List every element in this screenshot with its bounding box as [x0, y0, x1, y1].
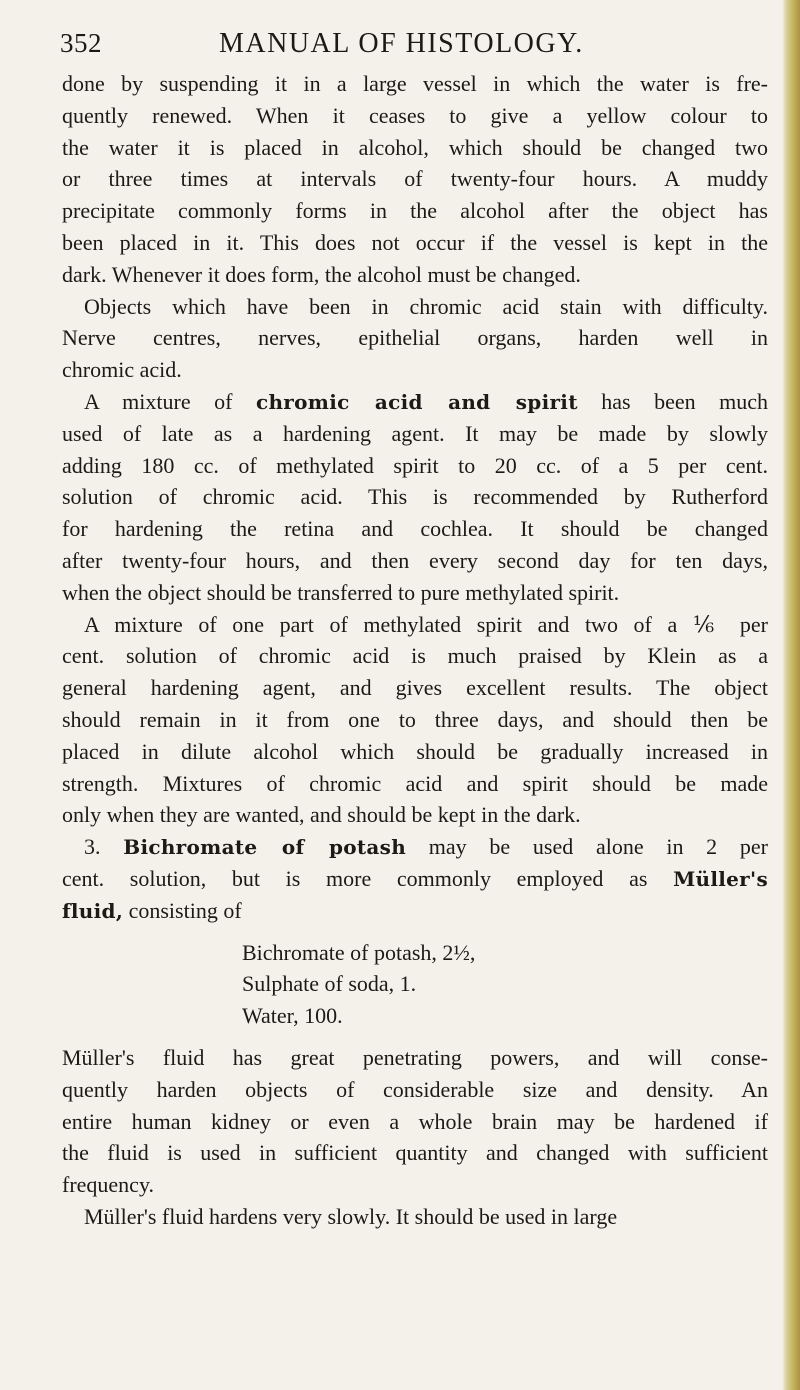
text-line: only when they are wanted, and should be kept in the dark.	[62, 802, 581, 828]
text-line: entire human kidney or even a whole brain may be hardened if	[62, 1108, 768, 1134]
text-line: been placed in it. This does not occur if the vessel is kept in the	[62, 229, 768, 255]
text-line: dark. Whenever it does form, the alcohol must be changed.	[62, 261, 581, 287]
bold-term: Müller's	[673, 866, 768, 891]
page-header	[60, 20, 750, 60]
body-text	[62, 68, 768, 1233]
text-line-with-bold	[62, 895, 768, 927]
bold-term: chromic acid and spirit	[255, 389, 578, 414]
text-run: cent. solution, but is more commonly employed as	[62, 865, 674, 891]
spacer	[62, 927, 768, 937]
text-run: consisting of	[123, 897, 242, 923]
text-line: or three times at intervals of twenty-four hours. A muddy	[62, 166, 768, 192]
text-line: Müller's fluid hardens very slowly. It should be used in large	[84, 1203, 618, 1229]
text-line: cent. solution of chromic acid is much praised by Klein as a	[62, 643, 768, 669]
text-line: precipitate commonly forms in the alcohol after the object has	[62, 198, 768, 224]
text-line: adding 180 cc. of methylated spirit to 20 cc. of a 5 per cent.	[62, 452, 768, 478]
text-line-with-bold	[62, 386, 768, 418]
text-line: strength. Mixtures of chromic acid and spirit should be made	[62, 770, 768, 796]
text-line-with-bold	[62, 863, 768, 895]
text-line: for hardening the retina and cochlea. It should be changed	[62, 516, 768, 542]
text-line: frequency.	[62, 1172, 155, 1198]
text-line: Nerve centres, nerves, epithelial organs, harden well in	[62, 325, 768, 351]
text-run: 3.	[84, 834, 124, 860]
text-line: should remain in it from one to three days, and should then be	[62, 706, 768, 732]
text-line: placed in dilute alcohol which should be gradually increased in	[62, 738, 768, 764]
text-run: may be used alone in 2 per	[406, 834, 769, 860]
text-line: used of late as a hardening agent. It may be made by slowly	[62, 420, 768, 446]
text-line: A mixture of one part of methylated spirit and two of a ⅙ per	[84, 611, 768, 637]
text-run: A mixture of	[84, 388, 256, 414]
bold-term: Bichromate of potash	[123, 835, 407, 860]
page-number: 352	[60, 28, 102, 58]
text-line: done by suspending it in a large vessel in which the water is fre-	[62, 71, 768, 96]
text-line: general hardening agent, and gives excellent results. The object	[62, 675, 768, 701]
text-line-with-bold	[62, 831, 768, 863]
text-line: Objects which have been in chromic acid stain with difficulty.	[84, 293, 768, 319]
text-run: has been much	[577, 388, 768, 414]
formula-line: Water, 100.	[242, 1003, 343, 1029]
formula-line: Sulphate of soda, 1.	[242, 971, 417, 997]
formula-line: Bichromate of potash, 2½,	[242, 939, 476, 965]
spacer	[62, 1032, 768, 1042]
text-line: when the object should be transferred to pure methylated spirit.	[62, 579, 620, 605]
text-line: the water it is placed in alcohol, which should be changed two	[62, 134, 768, 160]
text-line: quently renewed. When it ceases to give a yellow colour to	[62, 102, 768, 128]
bold-term: fluid,	[62, 898, 124, 923]
text-line: the fluid is used in sufficient quantity and changed with sufficient	[62, 1140, 768, 1166]
text-line: Müller's fluid has great penetrating powers, and will conse-	[62, 1044, 768, 1070]
running-title: MANUAL OF HISTOLOGY.	[219, 28, 584, 59]
text-line: chromic acid.	[62, 357, 182, 383]
text-line: quently harden objects of considerable size and density. An	[62, 1076, 768, 1102]
text-line: solution of chromic acid. This is recommended by Rutherford	[62, 484, 768, 510]
page-edge-shadow	[782, 0, 800, 1390]
text-line: after twenty-four hours, and then every second day for ten days,	[62, 547, 768, 573]
